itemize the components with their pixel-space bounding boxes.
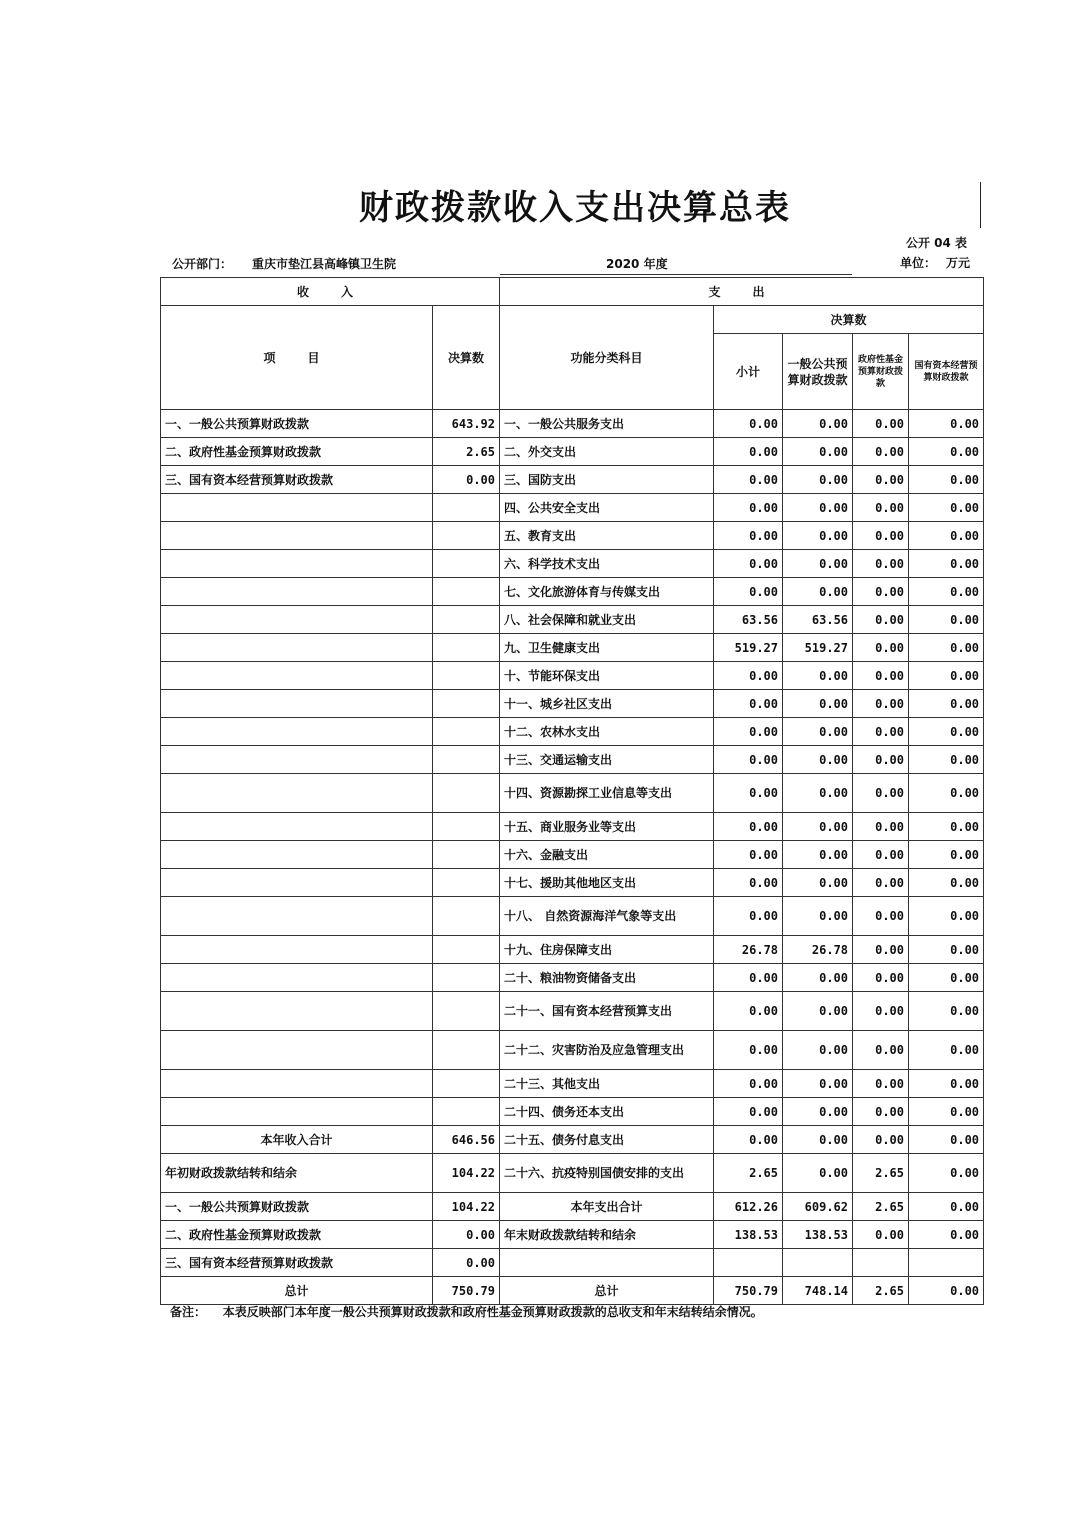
- income-item-cell: [161, 522, 433, 550]
- form-number: 公开 04 表: [906, 236, 968, 250]
- general-budget-cell: 0.00: [783, 841, 853, 869]
- subtotal-cell: 26.78: [714, 936, 783, 964]
- gov-fund-cell: 0.00: [853, 869, 909, 897]
- subtotal-cell: 0.00: [714, 897, 783, 936]
- state-capital-cell: 0.00: [909, 578, 984, 606]
- expense-item-cell: 十六、金融支出: [500, 841, 714, 869]
- gov-fund-cell: 0.00: [853, 1126, 909, 1154]
- gov-fund-cell: 0.00: [853, 438, 909, 466]
- table-row: [161, 690, 984, 718]
- gov-fund-cell: 0.00: [853, 897, 909, 936]
- subtotal-cell: 0.00: [714, 438, 783, 466]
- general-budget-cell: 609.62: [783, 1193, 853, 1221]
- table-row: [161, 1221, 984, 1249]
- general-budget-cell: 0.00: [783, 992, 853, 1031]
- expense-item-cell: [500, 1249, 714, 1277]
- general-budget-cell: 748.14: [783, 1277, 853, 1305]
- income-amount-cell: [433, 813, 500, 841]
- table-row: [161, 662, 984, 690]
- table-row: [161, 438, 984, 466]
- fiscal-year: 2020 年度: [606, 257, 668, 271]
- income-item-cell: [161, 897, 433, 936]
- gov-fund-header: 政府性基金预算财政拨款: [853, 334, 909, 410]
- expense-item-cell: 十二、农林水支出: [500, 718, 714, 746]
- unit-label: 单位：: [900, 256, 937, 270]
- state-capital-cell: 0.00: [909, 662, 984, 690]
- income-amount-cell: [433, 522, 500, 550]
- expense-item-cell: 四、公共安全支出: [500, 494, 714, 522]
- income-item-cell: [161, 718, 433, 746]
- table-row: [161, 841, 984, 869]
- income-item-cell: [161, 869, 433, 897]
- income-item-cell: [161, 1098, 433, 1126]
- expense-item-cell: 十九、住房保障支出: [500, 936, 714, 964]
- general-budget-cell: 0.00: [783, 494, 853, 522]
- general-budget-cell: 0.00: [783, 1031, 853, 1070]
- income-amount-cell: [433, 746, 500, 774]
- gov-fund-cell: 2.65: [853, 1193, 909, 1221]
- state-capital-cell: 0.00: [909, 774, 984, 813]
- income-item-cell: [161, 662, 433, 690]
- general-budget-cell: 0.00: [783, 774, 853, 813]
- state-capital-cell: 0.00: [909, 438, 984, 466]
- state-capital-cell: 0.00: [909, 466, 984, 494]
- state-capital-cell: 0.00: [909, 841, 984, 869]
- income-amount-cell: [433, 1031, 500, 1070]
- state-capital-cell: 0.00: [909, 718, 984, 746]
- income-item-cell: 一、一般公共预算财政拨款: [161, 410, 433, 438]
- state-capital-cell: 0.00: [909, 936, 984, 964]
- income-item-cell: [161, 690, 433, 718]
- state-capital-cell: 0.00: [909, 1098, 984, 1126]
- subtotal-cell: 0.00: [714, 774, 783, 813]
- state-capital-cell: 0.00: [909, 606, 984, 634]
- state-capital-cell: 0.00: [909, 634, 984, 662]
- income-amount-cell: [433, 690, 500, 718]
- gov-fund-cell: 0.00: [853, 964, 909, 992]
- gov-fund-cell: 0.00: [853, 746, 909, 774]
- gov-fund-cell: 0.00: [853, 1031, 909, 1070]
- expense-item-cell: 六、科学技术支出: [500, 550, 714, 578]
- expense-item-cell: 二十、粮油物资储备支出: [500, 964, 714, 992]
- general-budget-cell: 0.00: [783, 1154, 853, 1193]
- income-amount-cell: [433, 869, 500, 897]
- subtotal-cell: 0.00: [714, 410, 783, 438]
- income-amount-cell: [433, 578, 500, 606]
- table-row: [161, 1249, 984, 1277]
- subtotal-cell: 2.65: [714, 1154, 783, 1193]
- table-row: [161, 1070, 984, 1098]
- footnote: [170, 1303, 763, 1320]
- income-item-cell: 三、国有资本经营预算财政拨款: [161, 1249, 433, 1277]
- gov-fund-cell: 2.65: [853, 1277, 909, 1305]
- subtotal-cell: 750.79: [714, 1277, 783, 1305]
- income-amount-cell: 0.00: [433, 1249, 500, 1277]
- subtotal-cell: 0.00: [714, 841, 783, 869]
- income-amount-cell: [433, 606, 500, 634]
- state-capital-cell: 0.00: [909, 992, 984, 1031]
- budget-table: [160, 277, 984, 1305]
- gov-fund-cell: 0.00: [853, 841, 909, 869]
- expense-item-cell: 十三、交通运输支出: [500, 746, 714, 774]
- gov-fund-cell: 0.00: [853, 718, 909, 746]
- table-row: [161, 494, 984, 522]
- general-budget-cell: 0.00: [783, 690, 853, 718]
- state-capital-cell: 0.00: [909, 1221, 984, 1249]
- expense-item-cell: 二十六、抗疫特别国债安排的支出: [500, 1154, 714, 1193]
- income-amount-cell: [433, 841, 500, 869]
- table-row: [161, 964, 984, 992]
- income-amount-cell: [433, 1070, 500, 1098]
- amount-group-header: 决算数: [714, 306, 984, 334]
- subtotal-cell: 0.00: [714, 746, 783, 774]
- table-row: [161, 1277, 984, 1305]
- income-amount-cell: [433, 964, 500, 992]
- expense-item-cell: 五、教育支出: [500, 522, 714, 550]
- gov-fund-cell: 0.00: [853, 578, 909, 606]
- income-amount-cell: [433, 936, 500, 964]
- state-capital-cell: 0.00: [909, 869, 984, 897]
- gov-fund-cell: 0.00: [853, 1070, 909, 1098]
- general-budget-cell: 0.00: [783, 522, 853, 550]
- gov-fund-cell: 0.00: [853, 522, 909, 550]
- dept-label: 公开部门：: [172, 257, 233, 271]
- income-item-cell: [161, 550, 433, 578]
- general-budget-cell: 0.00: [783, 964, 853, 992]
- expense-item-cell: 十一、城乡社区支出: [500, 690, 714, 718]
- state-capital-cell: 0.00: [909, 410, 984, 438]
- income-amount-cell: [433, 992, 500, 1031]
- state-capital-cell: 0.00: [909, 1126, 984, 1154]
- gov-fund-cell: 0.00: [853, 662, 909, 690]
- table-row: [161, 813, 984, 841]
- subtotal-cell: 0.00: [714, 522, 783, 550]
- income-item-cell: [161, 1070, 433, 1098]
- income-amount-cell: [433, 550, 500, 578]
- subtotal-cell: 0.00: [714, 718, 783, 746]
- general-budget-cell: 519.27: [783, 634, 853, 662]
- subtotal-cell: 0.00: [714, 494, 783, 522]
- subtotal-cell: 0.00: [714, 869, 783, 897]
- state-capital-cell: 0.00: [909, 494, 984, 522]
- income-amount-cell: [433, 634, 500, 662]
- subtotal-header: 小计: [714, 334, 783, 410]
- expense-item-cell: 十七、援助其他地区支出: [500, 869, 714, 897]
- income-item-cell: 三、国有资本经营预算财政拨款: [161, 466, 433, 494]
- expense-item-cell: 三、国防支出: [500, 466, 714, 494]
- state-capital-cell: 0.00: [909, 1277, 984, 1305]
- general-budget-cell: 0.00: [783, 1126, 853, 1154]
- expense-item-cell: 二十二、灾害防治及应急管理支出: [500, 1031, 714, 1070]
- expense-item-cell: 二十四、债务还本支出: [500, 1098, 714, 1126]
- income-amount-cell: 750.79: [433, 1277, 500, 1305]
- income-item-cell: [161, 774, 433, 813]
- table-row: [161, 897, 984, 936]
- income-amount-cell: 104.22: [433, 1193, 500, 1221]
- table-row: [161, 550, 984, 578]
- table-row: [161, 746, 984, 774]
- income-amount-cell: [433, 774, 500, 813]
- header-rule: [500, 274, 852, 275]
- item-header: 项 目: [161, 306, 433, 410]
- income-amount-cell: 104.22: [433, 1154, 500, 1193]
- expense-item-cell: 十八、 自然资源海洋气象等支出: [500, 897, 714, 936]
- expense-item-cell: 二、外交支出: [500, 438, 714, 466]
- gov-fund-cell: 2.65: [853, 1154, 909, 1193]
- gov-fund-cell: 0.00: [853, 813, 909, 841]
- table-row: [161, 606, 984, 634]
- income-item-cell: [161, 992, 433, 1031]
- general-budget-cell: 0.00: [783, 1098, 853, 1126]
- state-capital-cell: 0.00: [909, 522, 984, 550]
- table-row: [161, 1193, 984, 1221]
- unit-value: 万元: [946, 256, 971, 270]
- general-budget-cell: 0.00: [783, 718, 853, 746]
- table-row: [161, 774, 984, 813]
- expense-item-cell: 本年支出合计: [500, 1193, 714, 1221]
- income-item-cell: 二、政府性基金预算财政拨款: [161, 438, 433, 466]
- general-budget-cell: 26.78: [783, 936, 853, 964]
- income-item-cell: [161, 606, 433, 634]
- general-budget-cell: 0.00: [783, 410, 853, 438]
- state-capital-cell: 0.00: [909, 1031, 984, 1070]
- subtotal-cell: 519.27: [714, 634, 783, 662]
- gov-fund-cell: [853, 1249, 909, 1277]
- income-amount-cell: [433, 718, 500, 746]
- general-budget-cell: 0.00: [783, 813, 853, 841]
- subtotal-cell: 0.00: [714, 1031, 783, 1070]
- income-item-cell: [161, 494, 433, 522]
- expense-item-cell: 十四、资源勘探工业信息等支出: [500, 774, 714, 813]
- subtotal-cell: 0.00: [714, 690, 783, 718]
- general-budget-cell: 0.00: [783, 466, 853, 494]
- income-item-cell: [161, 813, 433, 841]
- subtotal-cell: 0.00: [714, 1098, 783, 1126]
- general-budget-cell: 63.56: [783, 606, 853, 634]
- expense-item-cell: 八、社会保障和就业支出: [500, 606, 714, 634]
- table-row: [161, 869, 984, 897]
- gov-fund-cell: 0.00: [853, 466, 909, 494]
- income-item-cell: [161, 578, 433, 606]
- subtotal-cell: 0.00: [714, 992, 783, 1031]
- gov-fund-cell: 0.00: [853, 494, 909, 522]
- expense-item-cell: 七、文化旅游体育与传媒支出: [500, 578, 714, 606]
- table-row: [161, 466, 984, 494]
- income-item-cell: 本年收入合计: [161, 1126, 433, 1154]
- subtotal-cell: 0.00: [714, 466, 783, 494]
- income-item-cell: 一、一般公共预算财政拨款: [161, 1193, 433, 1221]
- expense-item-cell: 十五、商业服务业等支出: [500, 813, 714, 841]
- expense-item-cell: 二十五、债务付息支出: [500, 1126, 714, 1154]
- state-capital-cell: 0.00: [909, 813, 984, 841]
- subtotal-cell: 0.00: [714, 662, 783, 690]
- income-item-cell: 二、政府性基金预算财政拨款: [161, 1221, 433, 1249]
- edge-rule: [980, 182, 981, 228]
- expense-item-cell: 九、卫生健康支出: [500, 634, 714, 662]
- income-amount-cell: [433, 494, 500, 522]
- gov-fund-cell: 0.00: [853, 1221, 909, 1249]
- state-capital-cell: 0.00: [909, 897, 984, 936]
- income-section-header: 收 入: [161, 278, 500, 306]
- subtotal-cell: 0.00: [714, 1070, 783, 1098]
- income-amount-cell: 2.65: [433, 438, 500, 466]
- subtotal-cell: 612.26: [714, 1193, 783, 1221]
- general-budget-cell: 0.00: [783, 897, 853, 936]
- page-title: 财政拨款收入支出决算总表: [359, 188, 791, 228]
- income-item-cell: 总计: [161, 1277, 433, 1305]
- expense-item-cell: 年末财政拨款结转和结余: [500, 1221, 714, 1249]
- state-capital-cell: [909, 1249, 984, 1277]
- general-budget-cell: 0.00: [783, 869, 853, 897]
- state-capital-cell: 0.00: [909, 746, 984, 774]
- expense-item-cell: 二十三、其他支出: [500, 1070, 714, 1098]
- general-budget-cell: 0.00: [783, 578, 853, 606]
- state-capital-cell: 0.00: [909, 1070, 984, 1098]
- general-budget-cell: 138.53: [783, 1221, 853, 1249]
- table-body: [161, 410, 984, 1305]
- note-text: 本表反映部门本年度一般公共预算财政拨款和政府性基金预算财政拨款的总收支和年末结转结余情况。: [222, 1305, 763, 1319]
- subtotal-cell: 63.56: [714, 606, 783, 634]
- table-row: [161, 936, 984, 964]
- subtotal-cell: 0.00: [714, 964, 783, 992]
- dept-name: 重庆市垫江县高峰镇卫生院: [252, 257, 397, 271]
- income-amount-cell: 0.00: [433, 1221, 500, 1249]
- general-budget-cell: [783, 1249, 853, 1277]
- state-capital-cell: 0.00: [909, 550, 984, 578]
- income-item-cell: [161, 841, 433, 869]
- state-capital-cell: 0.00: [909, 964, 984, 992]
- income-item-cell: [161, 1031, 433, 1070]
- note-label: 备注：: [170, 1305, 207, 1319]
- gov-fund-cell: 0.00: [853, 1098, 909, 1126]
- gov-fund-cell: 0.00: [853, 606, 909, 634]
- state-capital-cell: 0.00: [909, 1193, 984, 1221]
- table-row: [161, 522, 984, 550]
- income-item-cell: [161, 936, 433, 964]
- income-amount-cell: [433, 662, 500, 690]
- general-budget-cell: 0.00: [783, 550, 853, 578]
- table-row: [161, 1154, 984, 1193]
- expense-item-cell: 一、一般公共服务支出: [500, 410, 714, 438]
- gov-fund-cell: 0.00: [853, 550, 909, 578]
- general-budget-cell: 0.00: [783, 1070, 853, 1098]
- income-amount-cell: 0.00: [433, 466, 500, 494]
- income-amount-cell: [433, 897, 500, 936]
- income-item-cell: [161, 964, 433, 992]
- income-amount-header: 决算数: [433, 306, 500, 410]
- table-row: [161, 718, 984, 746]
- table-row: [161, 1126, 984, 1154]
- general-budget-header: 一般公共预算财政拨款: [783, 334, 853, 410]
- gov-fund-cell: 0.00: [853, 690, 909, 718]
- subtotal-cell: 138.53: [714, 1221, 783, 1249]
- general-budget-cell: 0.00: [783, 438, 853, 466]
- state-capital-cell: 0.00: [909, 1154, 984, 1193]
- gov-fund-cell: 0.00: [853, 410, 909, 438]
- table-row: [161, 1098, 984, 1126]
- subtotal-cell: 0.00: [714, 578, 783, 606]
- expense-item-cell: 总计: [500, 1277, 714, 1305]
- income-item-cell: [161, 746, 433, 774]
- state-capital-cell: 0.00: [909, 690, 984, 718]
- income-amount-cell: 643.92: [433, 410, 500, 438]
- general-budget-cell: 0.00: [783, 746, 853, 774]
- table-row: [161, 578, 984, 606]
- function-category-header: 功能分类科目: [500, 306, 714, 410]
- income-item-cell: [161, 634, 433, 662]
- gov-fund-cell: 0.00: [853, 936, 909, 964]
- expense-item-cell: 十、节能环保支出: [500, 662, 714, 690]
- general-budget-cell: 0.00: [783, 662, 853, 690]
- gov-fund-cell: 0.00: [853, 634, 909, 662]
- table-row: [161, 410, 984, 438]
- gov-fund-cell: 0.00: [853, 992, 909, 1031]
- subtotal-cell: [714, 1249, 783, 1277]
- expense-section-header: 支 出: [500, 278, 984, 306]
- table-row: [161, 1031, 984, 1070]
- income-amount-cell: [433, 1098, 500, 1126]
- income-amount-cell: 646.56: [433, 1126, 500, 1154]
- subtotal-cell: 0.00: [714, 813, 783, 841]
- gov-fund-cell: 0.00: [853, 774, 909, 813]
- state-capital-header: 国有资本经营预算财政拨款: [909, 334, 984, 410]
- expense-item-cell: 二十一、国有资本经营预算支出: [500, 992, 714, 1031]
- table-row: [161, 992, 984, 1031]
- subtotal-cell: 0.00: [714, 550, 783, 578]
- table-row: [161, 634, 984, 662]
- subtotal-cell: 0.00: [714, 1126, 783, 1154]
- income-item-cell: 年初财政拨款结转和结余: [161, 1154, 433, 1193]
